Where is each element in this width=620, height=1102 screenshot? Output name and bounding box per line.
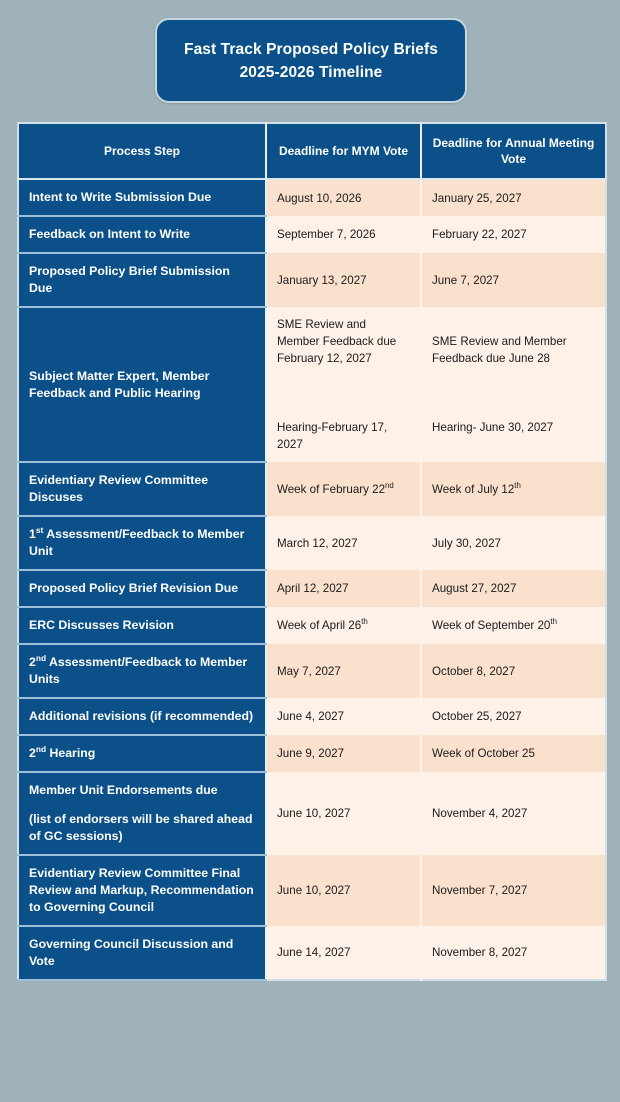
table-row [18, 179, 606, 216]
cell-mym-deadline [266, 462, 421, 516]
ordinal-suffix: nd [35, 743, 47, 754]
table-row [18, 607, 606, 644]
cell-annual-deadline: June 7, 2027 [421, 253, 606, 307]
cell-line: Member Unit Endorsements due [29, 783, 218, 797]
table-row [18, 462, 606, 516]
cell-process-step [18, 772, 266, 855]
cell-annual-deadline: February 22, 2027 [421, 216, 606, 253]
ordinal-suffix: nd [35, 652, 47, 663]
banner-title-line-1: Fast Track Proposed Policy Briefs [184, 40, 438, 58]
cell-process-step: Additional revisions (if recommended) [18, 698, 266, 735]
table-row [18, 644, 606, 698]
cell-process-step: Governing Council Discussion and Vote [18, 926, 266, 980]
table-row [18, 698, 606, 735]
banner-title-line-2: 2025-2026 Timeline [239, 63, 383, 81]
cell-annual-deadline: July 30, 2027 [421, 516, 606, 570]
timeline-table [17, 122, 607, 981]
cell-line: SME Review and Member Feedback due June 28 [432, 335, 567, 365]
table-row [18, 735, 606, 772]
table-row [18, 516, 606, 570]
cell-process-step: Evidentiary Review Committee Final Review and Markup, Recommendation to Governing Council [18, 855, 266, 926]
cell-annual-deadline [421, 607, 606, 644]
table-row [18, 307, 606, 462]
cell-text: 2 [29, 655, 36, 669]
ordinal-suffix: th [550, 617, 557, 627]
cell-mym-deadline [266, 307, 421, 462]
column-header-process-step: Process Step [18, 123, 266, 179]
header-row [18, 123, 606, 179]
cell-line: Hearing- June 30, 2027 [432, 421, 554, 434]
cell-line: SME Review and Member Feedback due February 12, 2027 [277, 318, 397, 365]
cell-mym-deadline: May 7, 2027 [266, 644, 421, 698]
cell-process-step [18, 735, 266, 772]
cell-mym-deadline: June 14, 2027 [266, 926, 421, 980]
cell-annual-deadline: Week of October 25 [421, 735, 606, 772]
cell-process-step: Feedback on Intent to Write [18, 216, 266, 253]
cell-text: Week of July 12 [432, 482, 515, 496]
column-header-annual-deadline: Deadline for Annual Meeting Vote [421, 123, 606, 179]
cell-annual-deadline: October 25, 2027 [421, 698, 606, 735]
cell-process-step: Evidentiary Review Committee Discuses [18, 462, 266, 516]
cell-process-step: Subject Matter Expert, Member Feedback and Public Hearing [18, 307, 266, 462]
cell-mym-deadline: April 12, 2027 [266, 570, 421, 607]
cell-text: Week of February 22 [277, 482, 386, 496]
cell-mym-deadline: September 7, 2026 [266, 216, 421, 253]
cell-text: Assessment/Feedback to Member Units [29, 655, 248, 686]
table-row [18, 216, 606, 253]
cell-mym-deadline: January 13, 2027 [266, 253, 421, 307]
cell-text: Week of April 26 [277, 619, 362, 632]
cell-text: 1 [29, 527, 36, 541]
cell-process-step: ERC Discusses Revision [18, 607, 266, 644]
cell-text: Week of September 20 [432, 619, 551, 632]
cell-process-step: Proposed Policy Brief Submission Due [18, 253, 266, 307]
ordinal-suffix: st [35, 524, 44, 535]
cell-annual-deadline: August 27, 2027 [421, 570, 606, 607]
column-header-mym-deadline: Deadline for MYM Vote [266, 123, 421, 179]
cell-text: 2 [29, 746, 36, 760]
table-header [18, 123, 606, 179]
cell-mym-deadline: June 4, 2027 [266, 698, 421, 735]
ordinal-suffix: nd [385, 480, 394, 490]
cell-line: (list of endorsers will be shared ahead of GC sessions) [29, 812, 253, 843]
cell-process-step: Intent to Write Submission Due [18, 179, 266, 216]
cell-text: Hearing [46, 746, 96, 760]
table-row [18, 926, 606, 980]
table-row [18, 570, 606, 607]
ordinal-suffix: th [361, 617, 368, 627]
cell-annual-deadline: November 7, 2027 [421, 855, 606, 926]
table-row [18, 855, 606, 926]
cell-mym-deadline [266, 607, 421, 644]
ordinal-suffix: th [514, 480, 521, 490]
cell-annual-deadline: January 25, 2027 [421, 179, 606, 216]
cell-process-step [18, 644, 266, 698]
cell-mym-deadline: August 10, 2026 [266, 179, 421, 216]
table-row [18, 772, 606, 855]
cell-mym-deadline: June 10, 2027 [266, 772, 421, 855]
cell-annual-deadline: November 8, 2027 [421, 926, 606, 980]
cell-process-step [18, 516, 266, 570]
cell-process-step: Proposed Policy Brief Revision Due [18, 570, 266, 607]
cell-mym-deadline: June 10, 2027 [266, 855, 421, 926]
cell-annual-deadline: October 8, 2027 [421, 644, 606, 698]
cell-annual-deadline [421, 307, 606, 462]
table-row [18, 253, 606, 307]
cell-mym-deadline: June 9, 2027 [266, 735, 421, 772]
table-body [18, 179, 606, 980]
cell-annual-deadline: November 4, 2027 [421, 772, 606, 855]
cell-text: Assessment/Feedback to Member Unit [29, 527, 245, 558]
cell-line: Hearing-February 17, 2027 [277, 421, 388, 451]
title-banner [155, 18, 467, 103]
cell-mym-deadline: March 12, 2027 [266, 516, 421, 570]
cell-annual-deadline [421, 462, 606, 516]
